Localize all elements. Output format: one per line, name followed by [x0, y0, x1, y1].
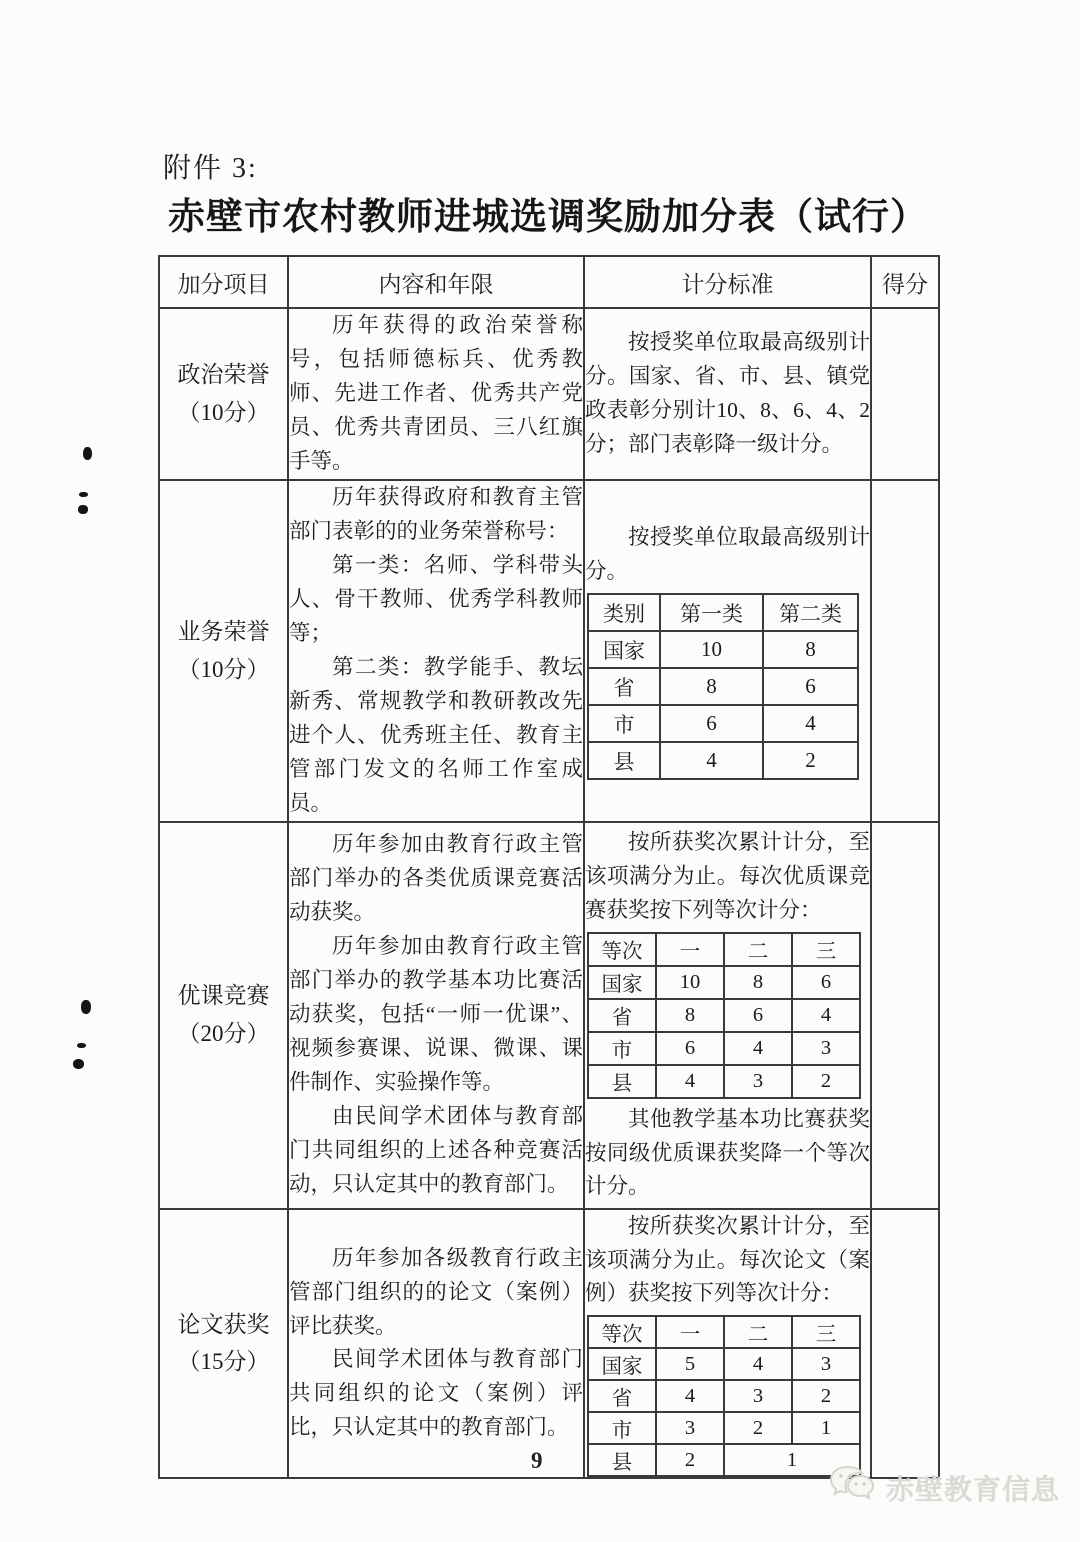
column-header-content: 内容和年限: [288, 256, 584, 308]
score-blank-cell: [871, 822, 939, 1209]
wechat-bubbles-icon: [828, 1464, 878, 1511]
table-header-row: [159, 256, 939, 308]
content-professional-honor: 历年获得政府和教育主管部门表彰的的业务荣誉称号： 第一类：名师、学科带头人、骨干教师、优秀学科教师等； 第二类：教学能手、教坛新秀、常规教学和教研教改先进个人、优秀班主任、教育主管部门发文的名师工作室成员。: [288, 480, 584, 822]
item-quality-lesson-contest: 优课竞赛 （20分）: [159, 822, 288, 1209]
scan-artifact: [78, 505, 88, 514]
score-blank-cell: [871, 308, 939, 480]
content-quality-lesson-contest: 历年参加由教育行政主管部门举办的各类优质课竞赛活动获奖。 历年参加由教育行政主管部门举办的教学基本功比赛活动获奖，包括“一师一优课”、视频参赛课、说课、微课、课件制作、实验操作等。 由民间学术团体与教育部门共同组织的上述各种竞赛活动，只认定其中的教育部门。: [288, 822, 584, 1209]
table-row: [159, 480, 939, 822]
thesis-score-grid: 等次 一 二 三 国家 5 4 3 省 4 3 2 市 3 2 1 县 2 1: [587, 1315, 861, 1477]
quality-lesson-score-grid: 等次 一 二 三 国家 10 8 6 省 8 6 4 市 6 4 3 县 4 3 2: [587, 932, 861, 1099]
standard-political-honor: 按授奖单位取最高级别计分。国家、省、市、县、镇党政表彰分别计10、8、6、4、2分；部门表彰降一级计分。: [584, 308, 871, 480]
watermark-label: 赤壁教育信息: [886, 1473, 1061, 1505]
scan-artifact: [81, 1000, 91, 1014]
column-header-standard: 计分标准: [584, 256, 871, 308]
professional-honor-score-grid: 类别 第一类 第二类 国家 10 8 省 8 6 市 6 4 县 4 2: [587, 593, 859, 780]
table-row: [159, 1209, 939, 1479]
scan-artifact: [83, 447, 92, 460]
standard-professional-honor: 按授奖单位取最高级别计分。 类别 第一类 第二类 国家 10 8 省 8 6 市 6 4 县 4 2: [584, 480, 871, 822]
page-number: 9: [531, 1448, 543, 1473]
column-header-score: 得分: [871, 256, 939, 308]
table-row: [159, 822, 939, 1209]
table-row: [159, 308, 939, 480]
scan-artifact: [77, 1043, 86, 1048]
score-blank-cell: [871, 1209, 939, 1479]
scan-artifact: [73, 1059, 84, 1069]
scan-artifact: [79, 492, 88, 497]
attachment-label: 附件 3:: [163, 153, 258, 184]
watermark: [828, 1464, 1060, 1511]
score-blank-cell: [871, 480, 939, 822]
page-title: 赤壁市农村教师进城选调奖励加分表（试行）: [168, 196, 928, 237]
content-thesis-award: 历年参加各级教育行政主管部门组织的的论文（案例）评比获奖。 民间学术团体与教育部门共同组织的论文（案例）评比，只认定其中的教育部门。: [288, 1209, 584, 1479]
standard-thesis-award: 按所获奖次累计计分，至该项满分为止。每次论文（案例）获奖按下列等次计分： 等次 一 二 三 国家 5 4 3 省 4 3 2 市 3 2 1 县 2 1: [584, 1209, 871, 1479]
score-table: [158, 255, 940, 1479]
item-political-honor: 政治荣誉 （10分）: [159, 308, 288, 480]
item-thesis-award: 论文获奖 （15分）: [159, 1209, 288, 1479]
column-header-item: 加分项目: [159, 256, 288, 308]
standard-quality-lesson-contest: 按所获奖次累计计分，至该项满分为止。每次优质课竞赛获奖按下列等次计分： 等次 一 二 三 国家 10 8 6 省 8 6 4 市 6 4 3 县 4 3 2 其他教学基本功比赛获奖按同级优质课获奖降一个等次计分。: [584, 822, 871, 1209]
content-political-honor: 历年获得的政治荣誉称号，包括师德标兵、优秀教师、先进工作者、优秀共产党员、优秀共青团员、三八红旗手等。: [288, 308, 584, 480]
item-professional-honor: 业务荣誉 （10分）: [159, 480, 288, 822]
